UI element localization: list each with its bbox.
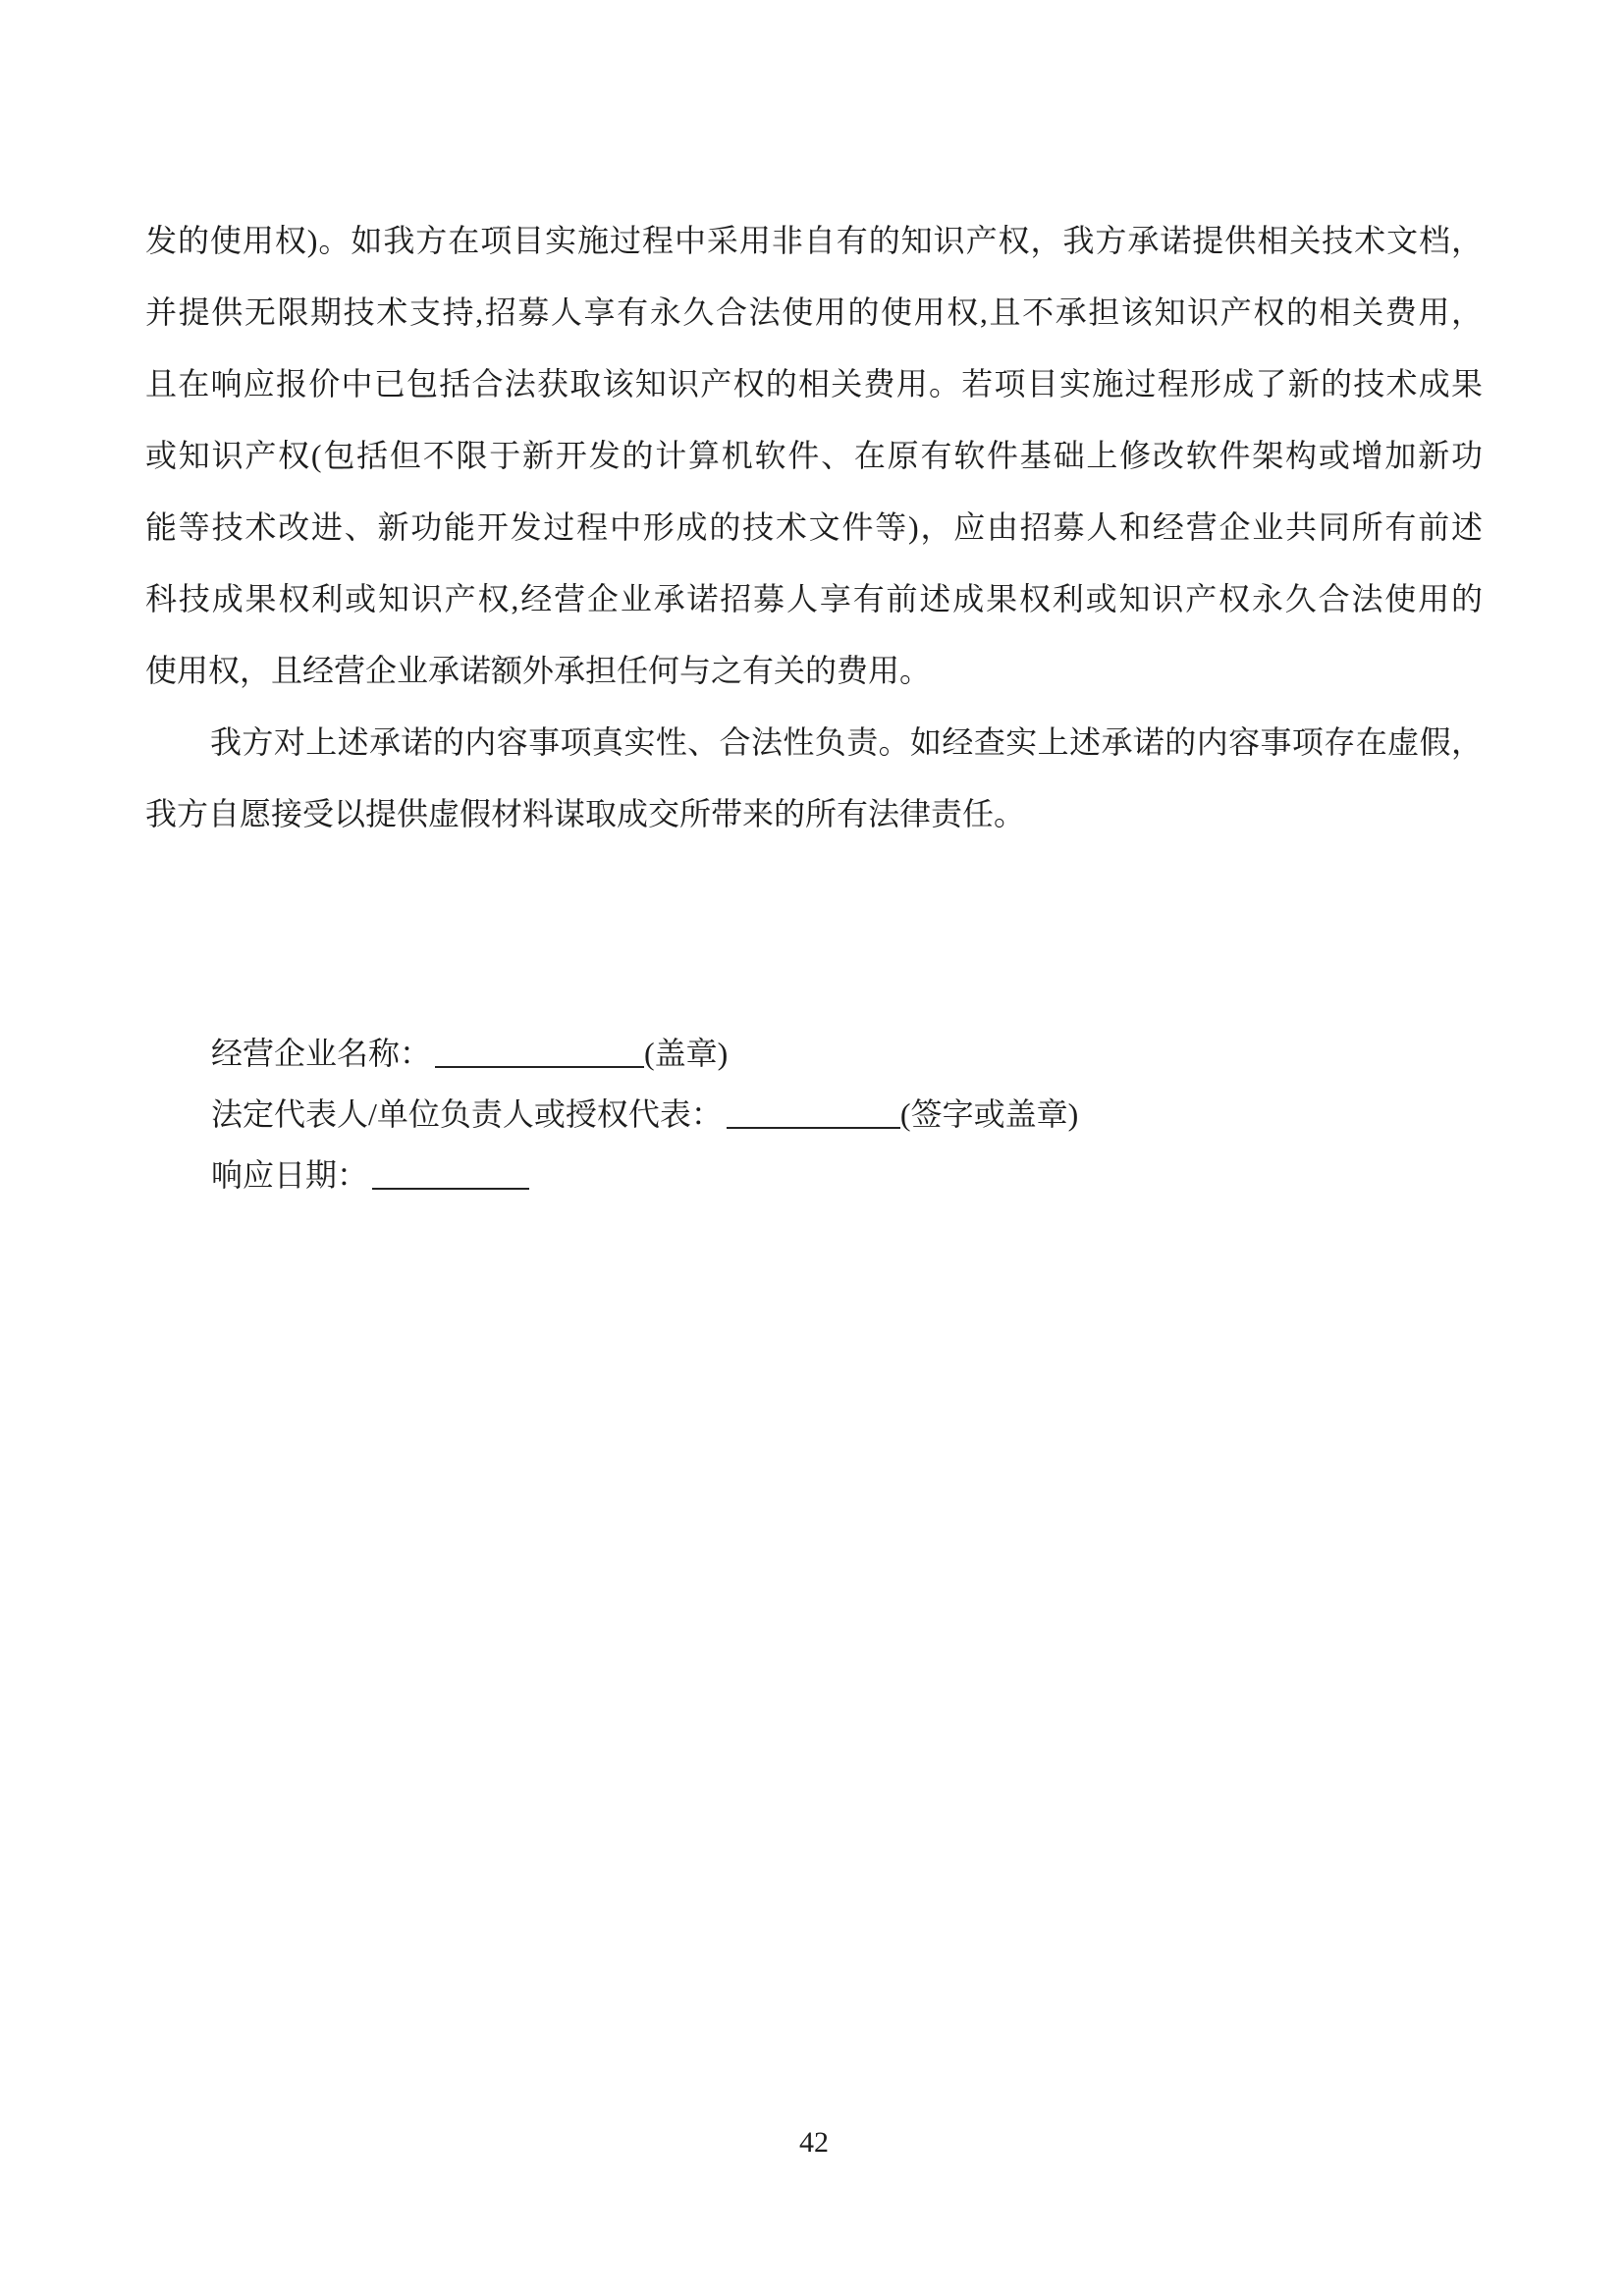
signature-row [211,1023,1078,1084]
signature-blank-line [372,1186,529,1190]
signature-label: 响应日期： [211,1157,369,1193]
text-line: 我方对上述承诺的内容事项真实性、合法性负责。如经查实上述承诺的内容事项存在虚假， [210,724,1483,760]
signature-label: 经营企业名称： [211,1036,432,1071]
signature-blank-line [727,1125,900,1129]
signature-row [211,1145,1078,1205]
signature-suffix: (签字或盖章) [899,1096,1079,1132]
signature-row [211,1084,1078,1145]
page-number: 42 [799,2126,829,2159]
text-line: 或知识产权(包括但不限于新开发的计算机软件、在原有软件基础上修改软件架构或增加新功 [145,438,1483,473]
text-line: 科技成果权利或知识产权,经营企业承诺招募人享有前述成果权利或知识产权永久合法使用的 [145,581,1483,616]
text-line: 发的使用权)。如我方在项目实施过程中采用非自有的知识产权，我方承诺提供相关技术文档， [145,223,1483,258]
text-line: 使用权，且经营企业承诺额外承担任何与之有关的费用。 [145,653,932,688]
document-body [145,205,1483,850]
text-line: 我方自愿接受以提供虚假材料谋取成交所带来的所有法律责任。 [145,796,1026,831]
signature-suffix: (盖章) [644,1036,729,1071]
signature-label: 法定代表人/单位负责人或授权代表： [211,1096,723,1132]
text-line: 能等技术改进、新功能开发过程中形成的技术文件等)，应由招募人和经营企业共同所有前述 [145,509,1483,545]
signature-blank-line [435,1064,644,1068]
text-line: 且在响应报价中已包括合法获取该知识产权的相关费用。若项目实施过程形成了新的技术成果 [145,366,1483,401]
signature-block [211,1023,1078,1205]
text-line: 并提供无限期技术支持,招募人享有永久合法使用的使用权,且不承担该知识产权的相关费用， [145,294,1483,330]
